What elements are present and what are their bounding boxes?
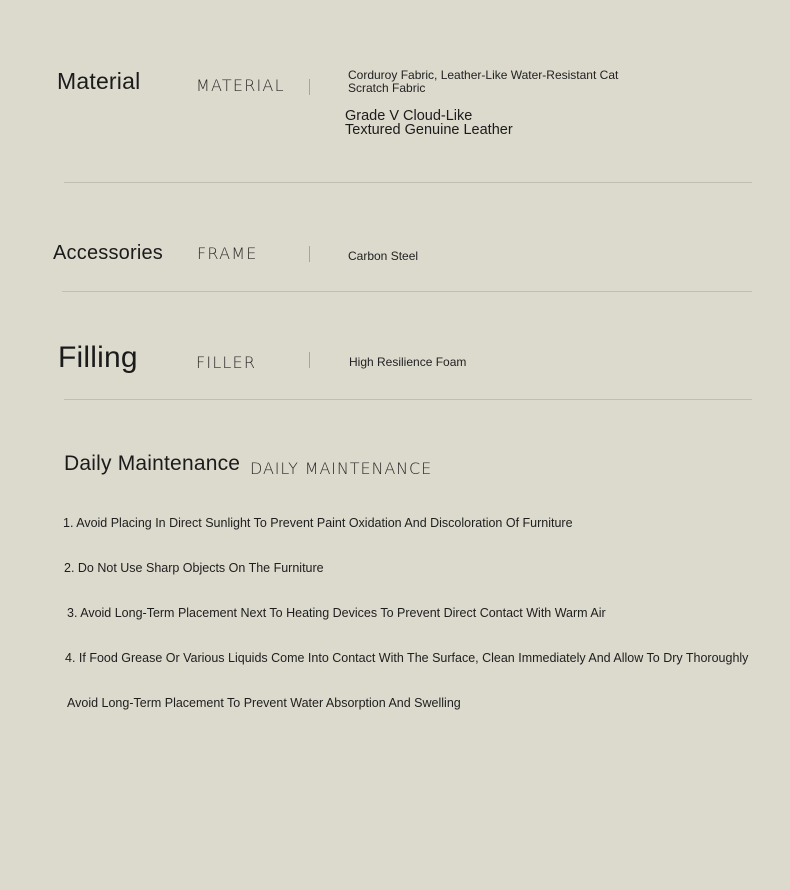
material-value2-line2: Textured Genuine Leather <box>345 122 513 138</box>
material-value-line2: Scratch Fabric <box>348 81 426 95</box>
accessories-title: Accessories <box>53 242 164 264</box>
maintenance-caps-label: DAILY MAINTENANCE <box>250 459 433 478</box>
filling-caps-label: FILLER <box>196 353 257 372</box>
filling-title: Filling <box>58 341 138 374</box>
maintenance-item: Avoid Long-Term Placement To Prevent Water Absorption And Swelling <box>67 696 461 710</box>
maintenance-item: 1. Avoid Placing In Direct Sunlight To Prevent Paint Oxidation And Discoloration Of Furniture <box>63 516 573 530</box>
divider <box>62 291 752 292</box>
material-title: Material <box>57 68 141 94</box>
material-value <box>348 69 618 95</box>
filling-value: High Resilience Foam <box>349 355 467 369</box>
maintenance-item: 3. Avoid Long-Term Placement Next To Heating Devices To Prevent Direct Contact With Warm Air <box>67 606 606 620</box>
material-value-secondary <box>345 109 513 137</box>
material-caps-label: MATERIAL <box>196 76 285 95</box>
material-value-line1: Corduroy Fabric, Leather-Like Water-Resistant Cat <box>348 68 619 82</box>
divider <box>64 399 752 400</box>
maintenance-item: 2. Do Not Use Sharp Objects On The Furniture <box>64 561 324 575</box>
divider <box>64 182 752 183</box>
accessories-value: Carbon Steel <box>348 249 419 263</box>
maintenance-item: 4. If Food Grease Or Various Liquids Come Into Contact With The Surface, Clean Immediately And Allow To Dry Thoroughly <box>65 651 749 665</box>
material-separator <box>309 79 310 95</box>
accessories-separator <box>309 246 310 262</box>
accessories-caps-label: FRAME <box>197 244 258 263</box>
filling-separator <box>309 352 310 368</box>
material-value2-line1: Grade V Cloud-Like <box>345 108 473 124</box>
maintenance-title: Daily Maintenance <box>64 452 241 475</box>
